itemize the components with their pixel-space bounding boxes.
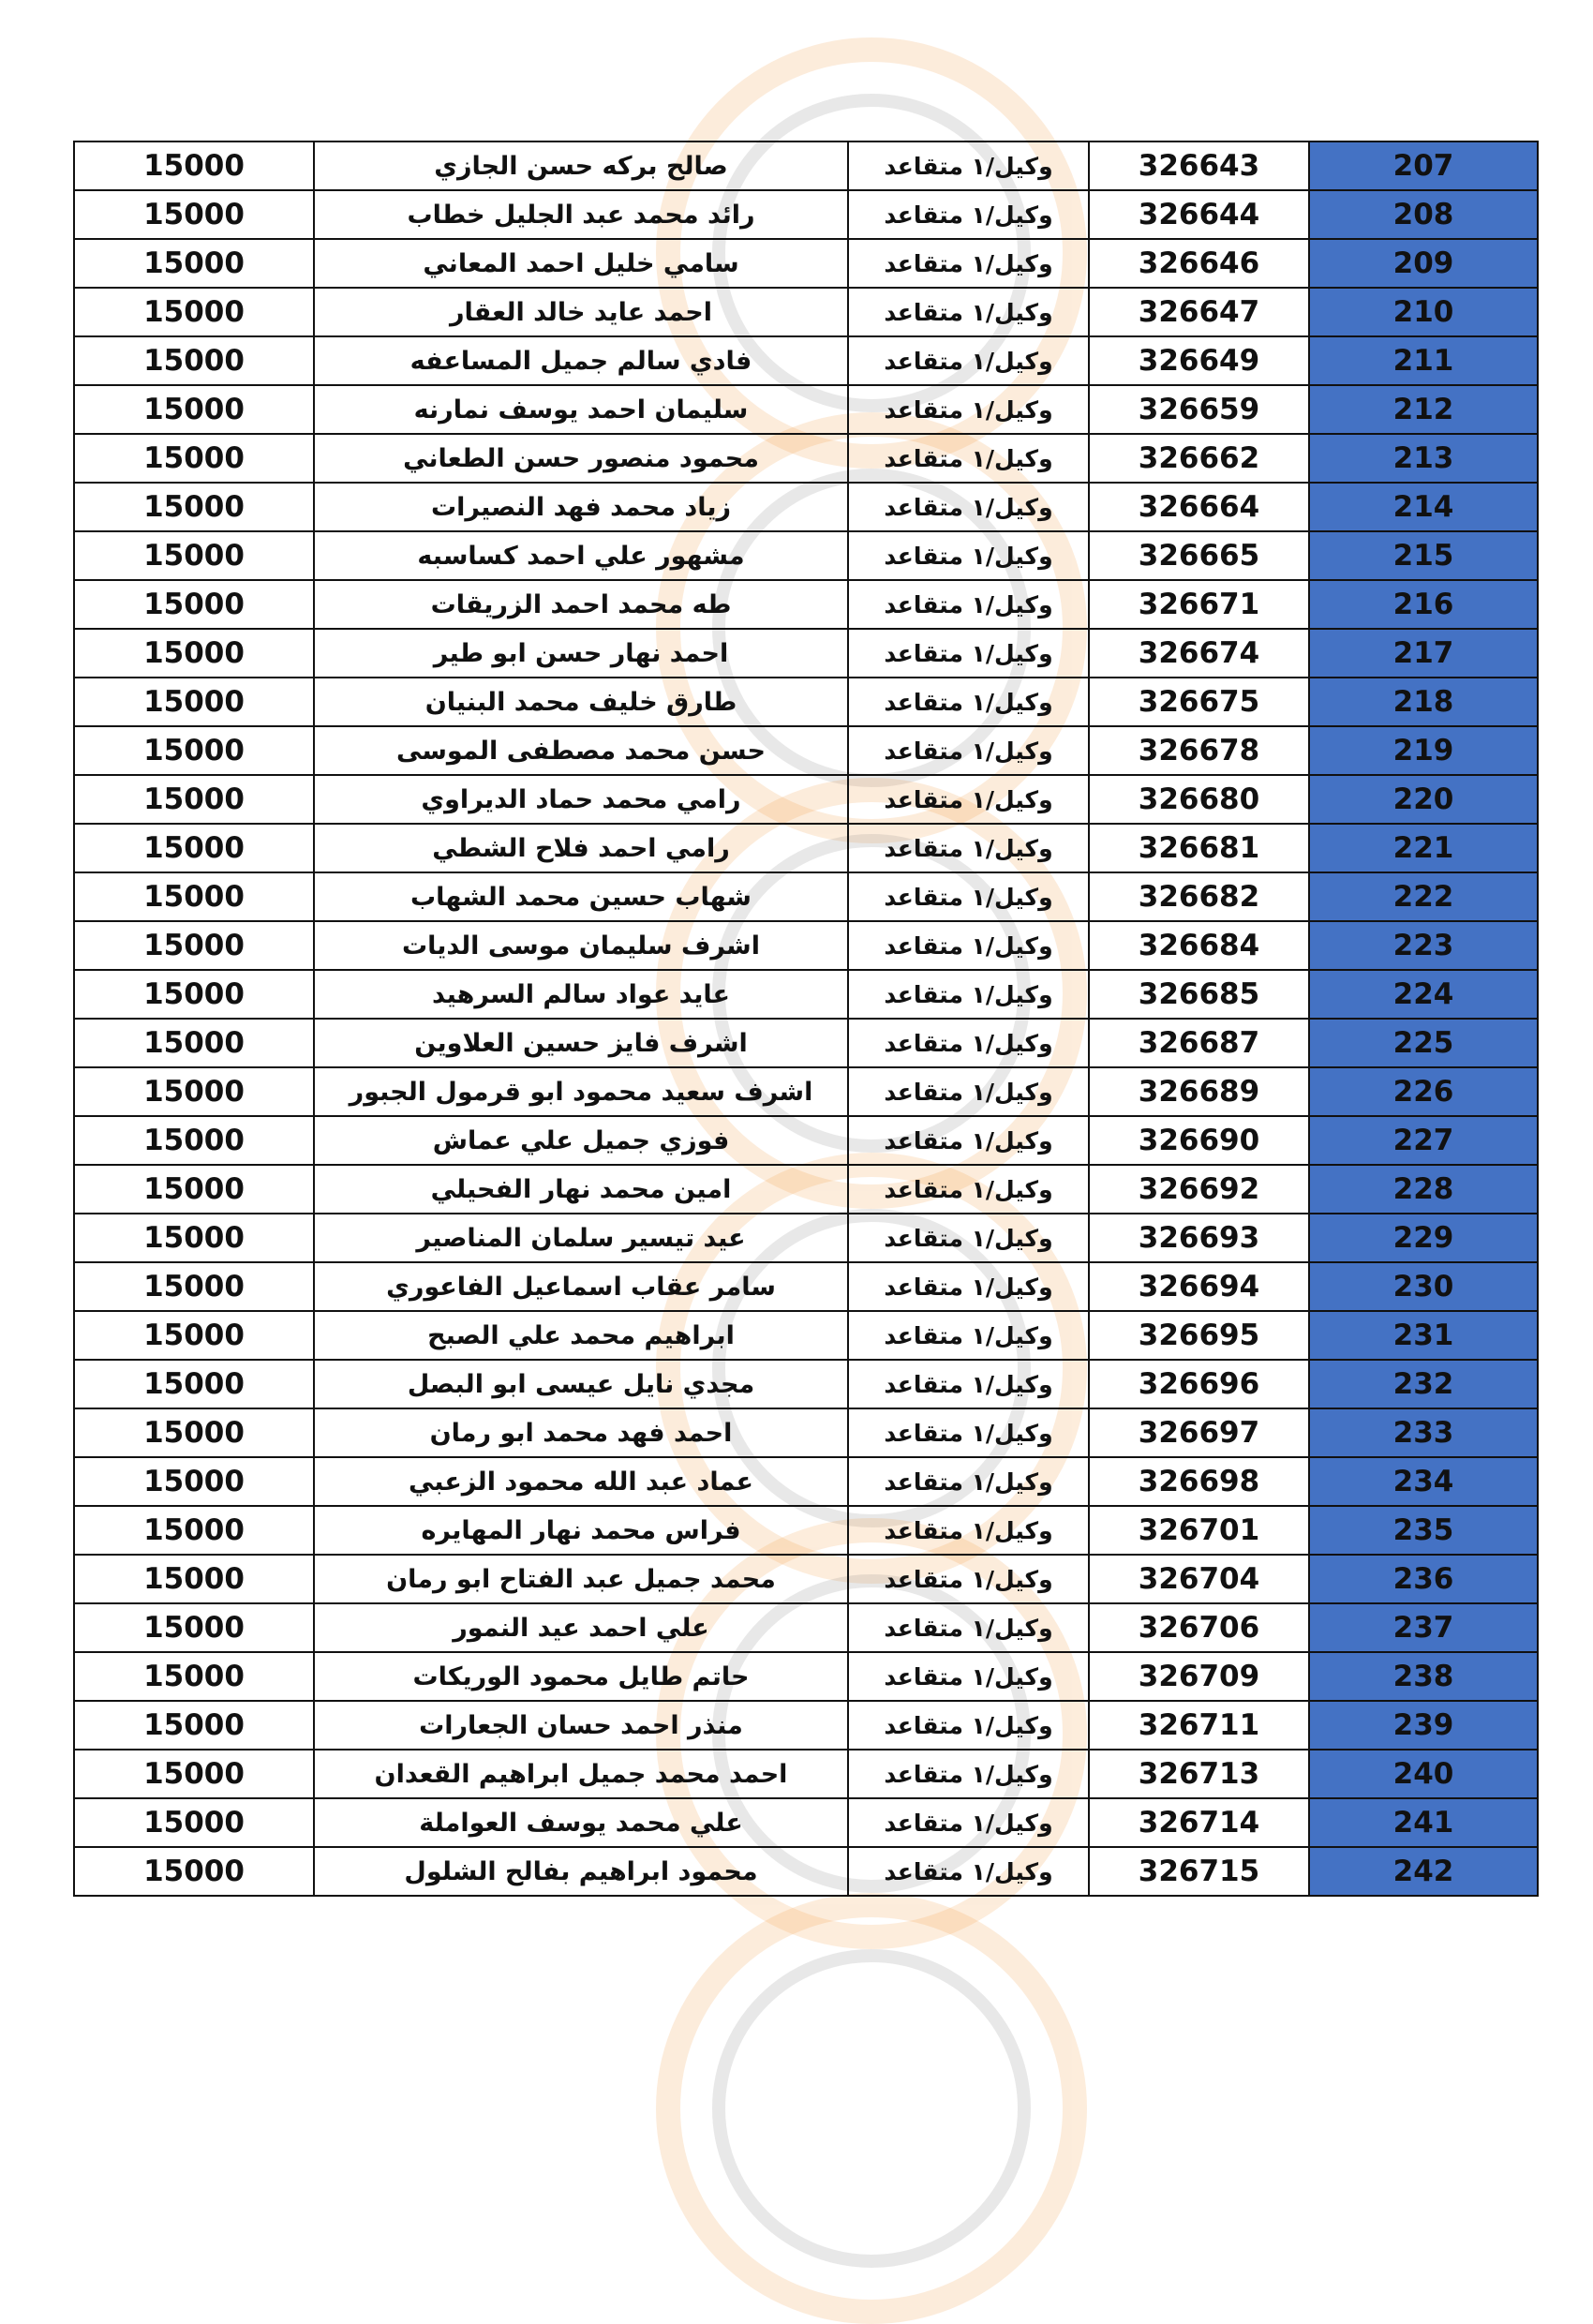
name-cell: طارق خليف محمد البنيان: [314, 678, 848, 726]
table-row: [74, 1165, 1538, 1214]
rank-cell: وكيل/١ متقاعد: [848, 1019, 1089, 1067]
military-number-cell: 326646: [1089, 239, 1309, 288]
sequence-number-cell: 207: [1309, 142, 1538, 190]
amount-cell: 15000: [74, 1311, 314, 1360]
amount-cell: 15000: [74, 1701, 314, 1750]
military-number-cell: 326713: [1089, 1750, 1309, 1798]
table-row: [74, 580, 1538, 629]
name-cell: عيد تيسير سلمان المناصير: [314, 1214, 848, 1262]
military-number-cell: 326678: [1089, 726, 1309, 775]
military-number-cell: 326681: [1089, 824, 1309, 872]
name-cell: حسن محمد مصطفى الموسى: [314, 726, 848, 775]
table-row: [74, 775, 1538, 824]
amount-cell: 15000: [74, 239, 314, 288]
military-number-cell: 326685: [1089, 970, 1309, 1019]
table-row: [74, 970, 1538, 1019]
name-cell: احمد عايد خالد العقار: [314, 288, 848, 336]
table-row: [74, 142, 1538, 190]
sequence-number-cell: 218: [1309, 678, 1538, 726]
sequence-number-cell: 231: [1309, 1311, 1538, 1360]
table-row: [74, 1408, 1538, 1457]
table-row: [74, 1798, 1538, 1847]
military-number-cell: 326687: [1089, 1019, 1309, 1067]
table-row: [74, 1750, 1538, 1798]
name-cell: اشرف سليمان موسى الديات: [314, 921, 848, 970]
rank-cell: وكيل/١ متقاعد: [848, 1847, 1089, 1896]
amount-cell: 15000: [74, 434, 314, 483]
name-cell: علي احمد عيد النمور: [314, 1603, 848, 1652]
amount-cell: 15000: [74, 678, 314, 726]
sequence-number-cell: 230: [1309, 1262, 1538, 1311]
table-row: [74, 1701, 1538, 1750]
table-row: [74, 872, 1538, 921]
amount-cell: 15000: [74, 1750, 314, 1798]
name-cell: احمد محمد جميل ابراهيم القعدان: [314, 1750, 848, 1798]
sequence-number-cell: 232: [1309, 1360, 1538, 1408]
sequence-number-cell: 235: [1309, 1506, 1538, 1555]
rank-cell: وكيل/١ متقاعد: [848, 336, 1089, 385]
sequence-number-cell: 233: [1309, 1408, 1538, 1457]
name-cell: علي محمد يوسف العواملة: [314, 1798, 848, 1847]
amount-cell: 15000: [74, 1603, 314, 1652]
amount-cell: 15000: [74, 1847, 314, 1896]
amount-cell: 15000: [74, 1262, 314, 1311]
table-row: [74, 1360, 1538, 1408]
rank-cell: وكيل/١ متقاعد: [848, 726, 1089, 775]
name-cell: حاتم طايل محمود الوريكات: [314, 1652, 848, 1701]
rank-cell: وكيل/١ متقاعد: [848, 434, 1089, 483]
table-row: [74, 1311, 1538, 1360]
rank-cell: وكيل/١ متقاعد: [848, 531, 1089, 580]
sequence-number-cell: 215: [1309, 531, 1538, 580]
name-cell: شهاب حسين محمد الشهاب: [314, 872, 848, 921]
rank-cell: وكيل/١ متقاعد: [848, 1311, 1089, 1360]
name-cell: مشهور علي احمد كساسبه: [314, 531, 848, 580]
rank-cell: وكيل/١ متقاعد: [848, 872, 1089, 921]
rank-cell: وكيل/١ متقاعد: [848, 1506, 1089, 1555]
amount-cell: 15000: [74, 1555, 314, 1603]
table-row: [74, 824, 1538, 872]
amount-cell: 15000: [74, 1652, 314, 1701]
table-row: [74, 190, 1538, 239]
sequence-number-cell: 228: [1309, 1165, 1538, 1214]
military-number-cell: 326698: [1089, 1457, 1309, 1506]
rank-cell: وكيل/١ متقاعد: [848, 483, 1089, 531]
name-cell: سامي خليل احمد المعاني: [314, 239, 848, 288]
amount-cell: 15000: [74, 288, 314, 336]
table-row: [74, 336, 1538, 385]
rank-cell: وكيل/١ متقاعد: [848, 775, 1089, 824]
military-number-cell: 326644: [1089, 190, 1309, 239]
sequence-number-cell: 210: [1309, 288, 1538, 336]
military-number-cell: 326671: [1089, 580, 1309, 629]
table-row: [74, 921, 1538, 970]
table-row: [74, 1457, 1538, 1506]
name-cell: فوزي جميل علي عماش: [314, 1116, 848, 1165]
name-cell: امين محمد نهار الفحيلي: [314, 1165, 848, 1214]
table-row: [74, 1214, 1538, 1262]
table-row: [74, 1652, 1538, 1701]
military-number-cell: 326675: [1089, 678, 1309, 726]
military-number-cell: 326715: [1089, 1847, 1309, 1896]
sequence-number-cell: 236: [1309, 1555, 1538, 1603]
rank-cell: وكيل/١ متقاعد: [848, 1603, 1089, 1652]
military-number-cell: 326649: [1089, 336, 1309, 385]
military-number-cell: 326643: [1089, 142, 1309, 190]
military-number-cell: 326711: [1089, 1701, 1309, 1750]
military-number-cell: 326662: [1089, 434, 1309, 483]
military-number-cell: 326664: [1089, 483, 1309, 531]
rank-cell: وكيل/١ متقاعد: [848, 970, 1089, 1019]
rank-cell: وكيل/١ متقاعد: [848, 239, 1089, 288]
table-row: [74, 385, 1538, 434]
military-number-cell: 326697: [1089, 1408, 1309, 1457]
military-number-cell: 326690: [1089, 1116, 1309, 1165]
rank-cell: وكيل/١ متقاعد: [848, 190, 1089, 239]
sequence-number-cell: 234: [1309, 1457, 1538, 1506]
military-number-cell: 326682: [1089, 872, 1309, 921]
rank-cell: وكيل/١ متقاعد: [848, 1701, 1089, 1750]
name-cell: رامي احمد فلاح الشطي: [314, 824, 848, 872]
military-number-cell: 326680: [1089, 775, 1309, 824]
rank-cell: وكيل/١ متقاعد: [848, 678, 1089, 726]
clock-watermark-icon: [656, 1893, 1087, 2324]
rank-cell: وكيل/١ متقاعد: [848, 1798, 1089, 1847]
amount-cell: 15000: [74, 1214, 314, 1262]
name-cell: رامي محمد حماد الديراوي: [314, 775, 848, 824]
military-number-cell: 326701: [1089, 1506, 1309, 1555]
military-number-cell: 326696: [1089, 1360, 1309, 1408]
table-row: [74, 726, 1538, 775]
sequence-number-cell: 220: [1309, 775, 1538, 824]
rank-cell: وكيل/١ متقاعد: [848, 1214, 1089, 1262]
sequence-number-cell: 225: [1309, 1019, 1538, 1067]
military-number-cell: 326665: [1089, 531, 1309, 580]
sequence-number-cell: 227: [1309, 1116, 1538, 1165]
amount-cell: 15000: [74, 726, 314, 775]
table-row: [74, 1847, 1538, 1896]
name-cell: عايد عواد سالم السرهيد: [314, 970, 848, 1019]
name-cell: محمود منصور حسن الطعاني: [314, 434, 848, 483]
name-cell: سامر عقاب اسماعيل الفاعوري: [314, 1262, 848, 1311]
amount-cell: 15000: [74, 921, 314, 970]
table-row: [74, 1067, 1538, 1116]
sequence-number-cell: 239: [1309, 1701, 1538, 1750]
sequence-number-cell: 209: [1309, 239, 1538, 288]
name-cell: محمد جميل عبد الفتاح ابو رمان: [314, 1555, 848, 1603]
table-row: [74, 629, 1538, 678]
amount-cell: 15000: [74, 970, 314, 1019]
amount-cell: 15000: [74, 336, 314, 385]
military-number-cell: 326714: [1089, 1798, 1309, 1847]
sequence-number-cell: 223: [1309, 921, 1538, 970]
sequence-number-cell: 237: [1309, 1603, 1538, 1652]
amount-cell: 15000: [74, 1798, 314, 1847]
sequence-number-cell: 208: [1309, 190, 1538, 239]
rank-cell: وكيل/١ متقاعد: [848, 1457, 1089, 1506]
sequence-number-cell: 241: [1309, 1798, 1538, 1847]
name-cell: فادي سالم جميل المساعفه: [314, 336, 848, 385]
name-cell: رائد محمد عبد الجليل خطاب: [314, 190, 848, 239]
amount-cell: 15000: [74, 483, 314, 531]
table-row: [74, 1603, 1538, 1652]
rank-cell: وكيل/١ متقاعد: [848, 1360, 1089, 1408]
sequence-number-cell: 224: [1309, 970, 1538, 1019]
sequence-number-cell: 240: [1309, 1750, 1538, 1798]
name-cell: طه محمد احمد الزريقات: [314, 580, 848, 629]
table-row: [74, 678, 1538, 726]
military-number-cell: 326694: [1089, 1262, 1309, 1311]
roster-table-body: [74, 142, 1538, 1896]
rank-cell: وكيل/١ متقاعد: [848, 1652, 1089, 1701]
amount-cell: 15000: [74, 1116, 314, 1165]
rank-cell: وكيل/١ متقاعد: [848, 580, 1089, 629]
amount-cell: 15000: [74, 1506, 314, 1555]
name-cell: صالح بركه حسن الجازي: [314, 142, 848, 190]
rank-cell: وكيل/١ متقاعد: [848, 385, 1089, 434]
amount-cell: 15000: [74, 824, 314, 872]
table-row: [74, 531, 1538, 580]
rank-cell: وكيل/١ متقاعد: [848, 1165, 1089, 1214]
name-cell: سليمان احمد يوسف نمارنه: [314, 385, 848, 434]
table-row: [74, 434, 1538, 483]
name-cell: محمود ابراهيم بفالح الشلول: [314, 1847, 848, 1896]
amount-cell: 15000: [74, 629, 314, 678]
military-number-cell: 326692: [1089, 1165, 1309, 1214]
rank-cell: وكيل/١ متقاعد: [848, 629, 1089, 678]
military-number-cell: 326684: [1089, 921, 1309, 970]
rank-cell: وكيل/١ متقاعد: [848, 288, 1089, 336]
military-number-cell: 326706: [1089, 1603, 1309, 1652]
amount-cell: 15000: [74, 190, 314, 239]
name-cell: عماد عبد الله محمود الزعبي: [314, 1457, 848, 1506]
military-number-cell: 326695: [1089, 1311, 1309, 1360]
military-number-cell: 326689: [1089, 1067, 1309, 1116]
sequence-number-cell: 242: [1309, 1847, 1538, 1896]
amount-cell: 15000: [74, 1360, 314, 1408]
military-number-cell: 326693: [1089, 1214, 1309, 1262]
name-cell: احمد فهد محمد ابو رمان: [314, 1408, 848, 1457]
rank-cell: وكيل/١ متقاعد: [848, 142, 1089, 190]
military-number-cell: 326674: [1089, 629, 1309, 678]
rank-cell: وكيل/١ متقاعد: [848, 1555, 1089, 1603]
rank-cell: وكيل/١ متقاعد: [848, 1408, 1089, 1457]
amount-cell: 15000: [74, 1067, 314, 1116]
sequence-number-cell: 226: [1309, 1067, 1538, 1116]
sequence-number-cell: 221: [1309, 824, 1538, 872]
name-cell: فراس محمد نهار المهايره: [314, 1506, 848, 1555]
table-row: [74, 1555, 1538, 1603]
amount-cell: 15000: [74, 1165, 314, 1214]
sequence-number-cell: 238: [1309, 1652, 1538, 1701]
table-row: [74, 1262, 1538, 1311]
rank-cell: وكيل/١ متقاعد: [848, 1067, 1089, 1116]
sequence-number-cell: 213: [1309, 434, 1538, 483]
name-cell: منذر احمد حسان الجعارات: [314, 1701, 848, 1750]
rank-cell: وكيل/١ متقاعد: [848, 921, 1089, 970]
name-cell: اشرف فايز حسين العلاوين: [314, 1019, 848, 1067]
amount-cell: 15000: [74, 580, 314, 629]
amount-cell: 15000: [74, 142, 314, 190]
sequence-number-cell: 216: [1309, 580, 1538, 629]
table-row: [74, 1019, 1538, 1067]
sequence-number-cell: 229: [1309, 1214, 1538, 1262]
sequence-number-cell: 219: [1309, 726, 1538, 775]
name-cell: زياد محمد فهد النصيرات: [314, 483, 848, 531]
name-cell: مجدي نايل عيسى ابو البصل: [314, 1360, 848, 1408]
rank-cell: وكيل/١ متقاعد: [848, 1262, 1089, 1311]
name-cell: احمد نهار حسن ابو طير: [314, 629, 848, 678]
table-row: [74, 288, 1538, 336]
amount-cell: 15000: [74, 872, 314, 921]
amount-cell: 15000: [74, 1019, 314, 1067]
rank-cell: وكيل/١ متقاعد: [848, 1116, 1089, 1165]
table-row: [74, 1506, 1538, 1555]
sequence-number-cell: 211: [1309, 336, 1538, 385]
amount-cell: 15000: [74, 1408, 314, 1457]
name-cell: اشرف سعيد محمود ابو قرمول الجبور: [314, 1067, 848, 1116]
sequence-number-cell: 222: [1309, 872, 1538, 921]
military-number-cell: 326709: [1089, 1652, 1309, 1701]
amount-cell: 15000: [74, 385, 314, 434]
rank-cell: وكيل/١ متقاعد: [848, 824, 1089, 872]
table-row: [74, 239, 1538, 288]
roster-table: [73, 141, 1539, 1897]
sequence-number-cell: 212: [1309, 385, 1538, 434]
table-row: [74, 1116, 1538, 1165]
name-cell: ابراهيم محمد علي الصبح: [314, 1311, 848, 1360]
military-number-cell: 326659: [1089, 385, 1309, 434]
amount-cell: 15000: [74, 531, 314, 580]
sequence-number-cell: 217: [1309, 629, 1538, 678]
military-number-cell: 326704: [1089, 1555, 1309, 1603]
amount-cell: 15000: [74, 1457, 314, 1506]
military-number-cell: 326647: [1089, 288, 1309, 336]
amount-cell: 15000: [74, 775, 314, 824]
sequence-number-cell: 214: [1309, 483, 1538, 531]
rank-cell: وكيل/١ متقاعد: [848, 1750, 1089, 1798]
table-row: [74, 483, 1538, 531]
